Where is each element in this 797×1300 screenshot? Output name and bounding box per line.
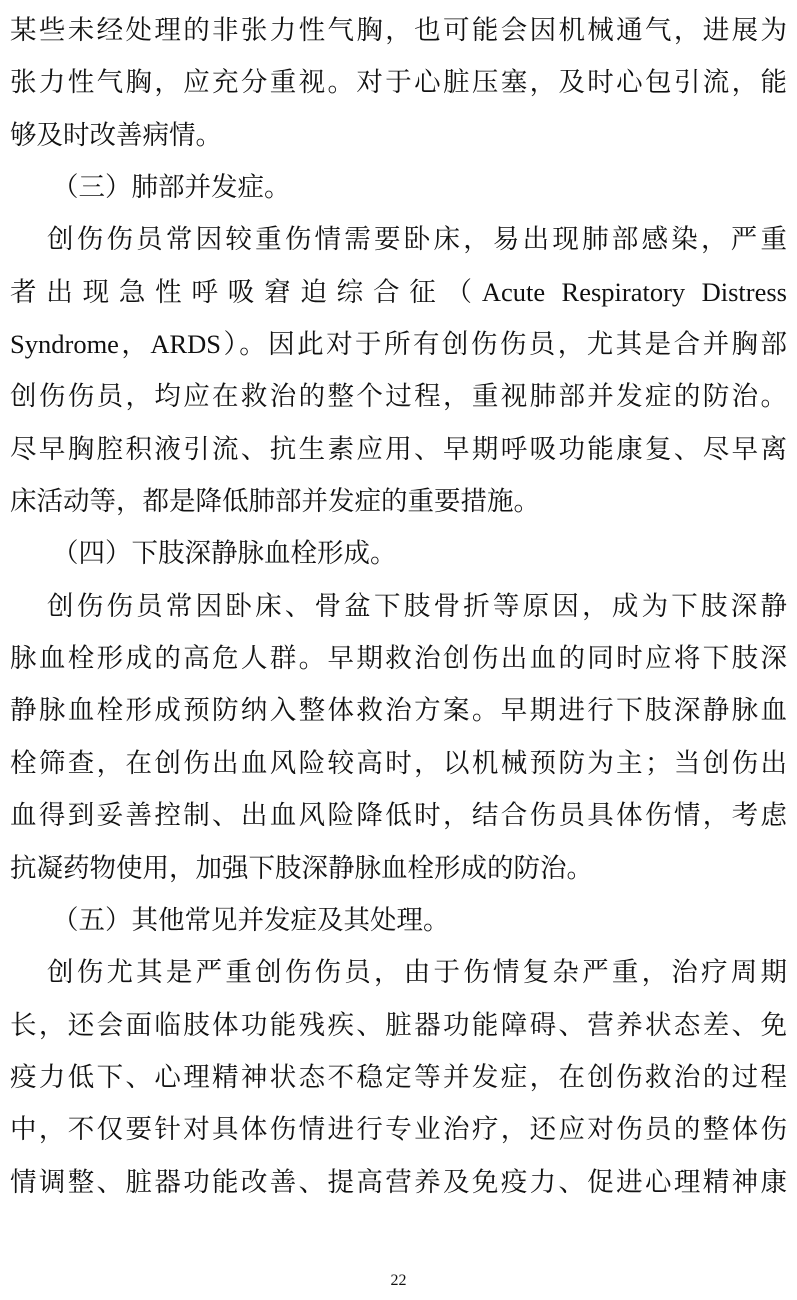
text-line: 尽早胸腔积液引流、抗生素应用、早期呼吸功能康复、尽早离 [10,433,787,464]
text-line: 中，不仅要针对具体伤情进行专业治疗，还应对伤员的整体伤 [10,1114,787,1145]
paragraph [10,4,787,161]
paragraph [10,946,787,1208]
text-line: 血得到妥善控制、出血风险降低时，结合伤员具体伤情，考虑 [10,800,787,831]
text-line: 创伤尤其是严重创伤伤员，由于伤情复杂严重，治疗周期 [47,957,787,988]
text-line: 创伤伤员常因卧床、骨盆下肢骨折等原因，成为下肢深静 [47,590,787,621]
section-heading [10,894,787,946]
section-heading [10,161,787,213]
text-line: 张力性气胸，应充分重视。对于心脏压塞，及时心包引流，能 [10,67,787,98]
text-line: 某些未经处理的非张力性气胸，也可能会因机械通气，进展为 [10,15,787,45]
text-line: 脉血栓形成的高危人群。早期救治创伤出血的同时应将下肢深 [10,643,787,674]
text-line: 栓筛查，在创伤出血风险较高时，以机械预防为主；当创伤出 [10,747,787,778]
page-number: 22 [390,1272,407,1289]
text-line: 创伤伤员，均应在救治的整个过程，重视肺部并发症的防治。 [10,381,787,412]
text-line: 静脉血栓形成预防纳入整体救治方案。早期进行下肢深静脉血 [10,695,787,726]
text-line: 床活动等，都是降低肺部并发症的重要措施。 [10,486,540,517]
text-line: （五）其他常见并发症及其处理。 [52,904,450,935]
text-line: （三）肺部并发症。 [52,172,291,203]
text-line: Syndrome，ARDS）。因此对于所有创伤伤员，尤其是合并胸部 [10,329,787,360]
text-line: 情调整、脏器功能改善、提高营养及免疫力、促进心理精神康 [10,1166,787,1197]
paragraph [10,213,787,527]
document-page [10,4,787,1208]
text-line: 够及时改善病情。 [10,119,222,150]
text-line: 抗凝药物使用，加强下肢深静脉血栓形成的防治。 [10,852,593,883]
text-line: 疫力低下、心理精神状态不稳定等并发症，在创伤救治的过程 [10,1061,787,1092]
text-line: （四）下肢深静脉血栓形成。 [52,538,397,569]
section-heading [10,527,787,579]
text-line: 长，还会面临肢体功能残疾、脏器功能障碍、营养状态差、免 [10,1009,787,1040]
paragraph [10,580,787,894]
text-line: 创伤伤员常因较重伤情需要卧床，易出现肺部感染，严重 [47,224,787,255]
text-line: 者出现急性呼吸窘迫综合征（Acute Respiratory Distress [10,276,787,307]
